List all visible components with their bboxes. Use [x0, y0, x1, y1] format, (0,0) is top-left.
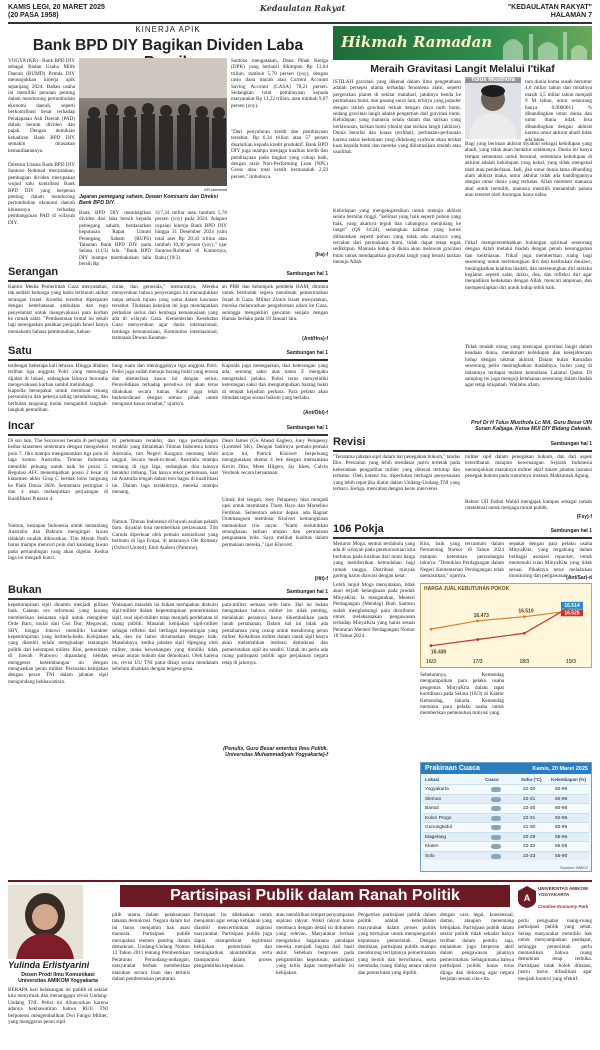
opini-col6: dengan cara legal, konsensual, damai, ataupun menentang kebijakan. Partisipasi publik dalam sektor politik tidak sekadar hanya terlibat dalam pemilu saja, melainkan juga berperan aktif dalam pengawasan jalannya pemerintahan. Sebagaimana bahwa partisipasi politik harus terus dijaga dan didorong agar negara berjalan sesuai cita-cita. [440, 912, 514, 983]
revisi-rule [333, 450, 592, 452]
weather-humidity: 60-95 [555, 787, 568, 792]
univ-tagline: Creative Economy Park [538, 904, 589, 909]
bpd-headline: Bank BPD DIY Bagikan Dividen Laba [32, 37, 304, 54]
masthead-logo: Kedaulatan Rakyat [260, 3, 346, 13]
weather-temp: 22-32 [523, 844, 536, 849]
bpd-col4: Santoso mengatakan, Dana Pihak Ketiga (DPK) yang berhasil dihimpun Rp 13,64 triliun, tumbuh 5,79 persen (yoy), dengan rasio dana murah atau Current Account Saving Account (CASA) 78,21 persen. Sedangkan total pembiayaan kepada masyarakat Rp 11,22 triliun, atau tumbuh 9,07 persen (yoy). [231, 58, 328, 109]
chart-data-label: 16.514 [564, 602, 580, 609]
author-photo [8, 885, 83, 959]
weather-row [423, 784, 589, 794]
cloud-rain-icon [491, 854, 501, 859]
incar-col2: di pertemuan terakhir, dan tiga pertandingan terakhir yang dimainkan Timnas Indonesia kontra Australia, tim Negeri Kanguru memang lebih unggul. Secara head-to-head, Australia mampu menang di tiga laga, sedangkan dua lainnya berakhir imbang. Tak hanya rekor pertemuan, saat ini Australia tengah dalam tren bagus di kualifikasi ini. Dalam laga terakhirnya, mereka mampu menang. [112, 438, 218, 496]
incar-title: Incar [8, 420, 35, 432]
weather-location: Gunungkidul [425, 825, 452, 830]
price-chart [420, 583, 592, 668]
chart-x-tick: 18/3 [519, 659, 530, 665]
hikmah-col2b: Bagi yang beriman akhirat diyakini sebagai kehidupan yang abadi, yang tidak akan berakhir selamanya. Dunia ini hanya tempat sementara untuk beramal, sementara kehidupan di akhirat adalah kehidupan yang kekal, yang tidak mengenal mati atau penderitaan. Jadi, jika umur dunia lama dibanding alam akhirat maka, umur akhirat tidak ada bandingannya dengan umur dunia yang terbatas. Allah memberi manusia akal untuk memilih, manusia memilih menambah pahala atau terseret oleh dorongan hawa nafsu. [465, 141, 592, 199]
univ-name: UNIVERSITAS AMIKOM YOGYAKARTA [538, 886, 588, 897]
chart-data-label: 16.510 [518, 608, 534, 615]
weather-box [420, 762, 592, 872]
bpd-col5: "Dari penyaluran kredit dan pembiayaan tersebut, Rp 6,34 triliun atau 57 persen disalurkan kepada kredit produktif. Bank BPD DIY juga mampu menjaga kualitas kredit dan pembiayaan pada tingkat yang cukup baik, dengan rasio Non-Performing Loan (NPL) Gross atau total kredit bermasalah 2,59 persen," imbuhnya. [231, 129, 328, 180]
chart-x-tick: 17/3 [472, 659, 483, 665]
chart-point [476, 638, 479, 641]
satu-title: Satu [8, 345, 32, 357]
revisi-sign: (Fsy)-f [576, 514, 592, 520]
revisi-col2b: Rektor UII Fathul Wahid mengajak kampus sebagai rumah intelektual untuk menjaga moral publik. [465, 499, 592, 512]
hikmah-banner [333, 26, 592, 60]
serangan-sign: (Ant/Hns)-f [302, 336, 328, 342]
weather-row [423, 841, 589, 851]
weather-temp: 21-30 [523, 825, 536, 830]
opini-col3: Partisipasi itu ditekankan untuk menjamin agar setiap kebijakan yang diambil mencerminkan aspirasi masyarakat. Partisipasi publik juga dapat memperkuat legitimasi kebijakan pemerintah dan meningkatkan akuntabilitas serta transparansi dalam proses pengambilan keputusan. [194, 912, 272, 970]
weather-row [423, 851, 589, 861]
author-portrait-icon [465, 79, 521, 139]
weather-head-location: Lokasi [425, 777, 440, 782]
bukan-cont: Sambungan hal 1 [286, 589, 328, 595]
bukan-col1: kepemimpinan sipil dinamis menjadi pilihan baik. Catatan era reformasi yang kurang memberikan kekuatan sipil untuk mengubur Orde Baru, mulai dari Gus Dur, Megawati, SBY, hingga Jokowi memiliki karakter kepemimpinan yang berbeda-beda. Kebijakan yang diambil selalu menghadapi tantangan politik dari kelompok militer. Kini, pemerintah di bawah Prabowo dipandang hendak menggeser keseimbangan itu dengan menguatkan peran militer. Persoalan kebijakan dengan peran TNI dalam jabatan sipil mengundang kekhawatiran. [8, 602, 108, 685]
opini-author: Yulinda Erlistyarini [8, 960, 90, 970]
revisi-col2: militer sipil dalam penegakan hukum, dan dari aspek keterlibatan maupun kewenangan. Sejarah Indonesia menunjukkan masuknya militer aktif dalam jabatan instansi penegak hukum pada runtuhnya instansi Mahkamah Agung. [465, 454, 592, 480]
weather-row [423, 794, 589, 804]
chart-point [476, 619, 479, 622]
weather-temp: 22-31 [523, 796, 536, 802]
weather-rows [423, 784, 589, 860]
header-edition: (20 PASA 1958) [8, 12, 59, 19]
hikmah-col2c: I'tikaf mempersembahkan hubungan spiritual seseorang dengan Allah melalui ibadah dengan penuh kesungguhan dan keikhlasan. I'tikaf juga memberikan ruang bagi seseorang untuk merenungkan diri dari kesibukan duniawi, meningkatkan kualitas ibadah, dan merenungkan diri melalui kegiatan seperti salat, dzikir, doa, dan refleksi diri agar menjadikan kedekatan dengan Allah, mencari ampunan, dan mempersiapkan diri untuk hidup lebih baik. [465, 240, 592, 291]
author-portrait-icon [8, 885, 83, 959]
hikmah-headline: Meraih Gravitasi Langit Melalui I'tikaf [370, 63, 555, 75]
pokja-cont: Sambungan hal 1 [550, 528, 592, 534]
pokja-col1b: Lebih lanjut Moga menyatakan, tidak akan terjadi kelangkaan pada produk MinyaKita. Ia mengatakan, Menteri Perdagangan (Mendag) Budi Santoso sudah menghubungi para distributor untuk melaksanakan pengawasan terhadap MinyaKita yang harus sesuai Peraturan Menteri Perdagangan Nomor 18 Tahun 2024. [333, 582, 415, 640]
univ-logo [518, 884, 592, 914]
satu-cont: Sambungan hal 1 [286, 350, 328, 356]
svg-text:A: A [523, 893, 531, 903]
bukan-col2: Walaupun masalah ini bukan merupakan diskursi sipil-militer dalam kepemimpinan pemerintahan sipil, soal sipil-militer tetap menjadi perdebatan di ruang publik. Masalah kebijakan sipil-militer sebagai refleksi dari berbagai kepentingan yang ada, dan ini harus dirumuskan dengan baik. Masalahnya, ketika jabatan sipil dipegang oleh militer, maka kewenangan yang dimiliki tidak sesuai aturan hukum dan demokrasi. Oleh karena itu, revisi UU TNI patut dikaji secara mendalam sebelum disahkan dengan tergesa-gesa. [112, 602, 218, 673]
hikmah-banner-title: Hikmah Ramadan [341, 33, 493, 51]
university-logo-icon [518, 886, 536, 908]
chart-point [523, 615, 526, 618]
pokja-title: 106 Pokja [333, 523, 384, 535]
serangan-col1: Kantor Media Pemerintah Gaza menyatakan, tak sedikit keluarga yang habis terbunuh akibat serangan Israel. Kondisi tersebut diperparah dengan keterbatasan ambulans dan regu penyelamat untuk mengevakuasi para korban ke rumah sakit. "Pembantaian brutal ini sekali lagi menegaskan pasukan penjajah Israel hanya memahami bahasa pembunuhan, kehan- [8, 284, 108, 335]
pokja-col2b: Sebelumnya, Kemendag mengumpulkan para pelaku usaha pengemas MinyaKita dalam rapat koordinasi pada Selasa (18/3) di Kantor Kemendag, Jakarta. Kemendag meminta para pelaku usaha untuk memberikan pemenuhan minyak yang [420, 672, 504, 717]
cloud-rain-icon [491, 835, 501, 840]
weather-humidity: 55-90 [555, 853, 568, 859]
chart-data-label: 16.473 [473, 612, 489, 619]
serangan-title: Serangan [8, 266, 59, 278]
weather-humidity: 60-95 [555, 825, 568, 830]
bpd-kicker: KINERJA APIK [135, 25, 201, 34]
hikmah-col1: ISTILAH gravitasi yang dikenal dalam ilmu pengetahuan adalah persepsi utama terhadap fenomena alam, seperti pergerakan planet di sekitar matahari, jatuhnya benda ke permukaan bumi, dan pasang surut laut, ertinya yang populer dengan istilah gravitasi terkait dengan daya tarik bumi, sedang gravitasi langit adalah pengertian dari gravitasi bumi. Kehidupan yang manusia selalu dalam dua tarikan yang berlawanan, tarikan bumi (dunia) dan tarikan langit (akhirat). Dunia bersifat dan kuasa (terlihat), perbuatan-perbuatan karena rakus keduniaan yang didukung syahwat akan terikat kuat kepada bumi dan mereka yang dilistrasikan rendah atau usuilihat. [333, 79, 461, 156]
chart-series-line [431, 606, 571, 645]
bpd-col3: 317,34 miliar atau tumbuh 5,78 persen (yoy) pada 2024. Adapun capaian kinerja Bank BPD DIY hingga 31 Desember 2024 yaitu total aset Rp 20,43 triliun atau tumbuh 10,40 persen (yoy)," ujar Santoso-Rohmad di Kantornya, Rabu (19/3). [155, 210, 227, 261]
weather-humidity: 65-95 [555, 834, 568, 840]
opini-col7: perlu penguatan ruang-ruang partisipasi publik yang sehat. Setiap masyarakat memiliki hak untuk menyampaikan pendapat, sehingga pemerintah perlu memastikan bahwa ruang demokrasi tetap terbuka. Partisipasi tidak boleh dibatasi, justru harus difasilitasi agar menjadi kontrol yang efektif. [518, 918, 592, 982]
bpd-col1b: Direktur Utama Bank BPD DIY Santoso Rohmad menyatakan, pembagian dividen merupakan wujud satu kontribusi Bank BPD DIY yang berperan penting dalam mendorong pertumbuhan ekonomi daerah khususnya terhadap pembangunan PAD di wilayah DIY. [8, 162, 75, 226]
pokja-col2: Kita, baik yang tercantum dalam Permendag Nomor 18 Tahun 2024 maupun ketentuan perundangan lainnya. "Demikian Perdagangan dalam Negeri Kementerian Perdagangan telah memastikan," ujarnya. [420, 541, 504, 580]
header-rule [8, 22, 592, 24]
pokja-col3: sepakat dengan para pelaku usaha MinyaKita, yang tergabung dalam berbagai asosiasi repacker, untuk memenuhi isian MinyaKita yang tidak sesuai. Pihaknya terus melakukan monitoring dan pengawasan. [509, 541, 592, 580]
hikmah-col2d: Tidak mudah orang yang mencapai gravitasi langit dalam keadaan dunia, menikmati kehidupan dan kesejahteraan hidup dengan nikmat akhirat. Dalam bulan Ramadan seseorang perlu meningkatkan ibadahnya, bulan yang di dalamnya terdapat malam kemuliaan Lailatul Qadar. Di samping itu juga menguji ketahanan seseorang dalam ibadah agar tetap istiqamah. Wallahu a'lam. [465, 344, 592, 389]
bukan-sig: (Penulis, Guru Besar emeritus Ilmu Politik, Universitas Muhammadiyah Yogyakarta)-f [223, 746, 328, 759]
incar-sign: (Hit)-f [314, 576, 328, 582]
weather-humidity: 60-95 [555, 796, 568, 802]
opini-banner-title: Partisipasi Publik dalam Ranah Politik [170, 887, 460, 904]
pokja-col1: Menurut Moga, sentral terdahulu yang ada di wilayah pada perekonomian kita berfokus pada kualitas dari mutu harga yang memberikan kemudahan bagi rumah tangga. Distribusi minyak goreng harus diawasi dengan ketat. [333, 541, 415, 580]
bpd-sign: (Ira)-f [315, 252, 328, 258]
satu-col2: bung ruam dan meninggalnya tiga anggota Polri. Polisi juga sudah menuju barang bukti yang tersisa dan memeriksa kasus ini dengan serius. Penyelidikan terhadap peristiwa ini akan terus dilakukan secara tuntas. Kami juga telah berkoordinasi dengan semua pihak untuk mengusut kasus tersebut," ujarnya. [112, 363, 218, 408]
weather-row [423, 803, 589, 813]
serangan-cont: Sambungan hal 1 [286, 271, 328, 277]
chart-data-label: 16.430 [431, 649, 447, 656]
weather-humidity: 55-95 [555, 844, 568, 849]
chart-data-label: 16.525 [564, 610, 580, 617]
revisi-title: Revisi [333, 436, 366, 448]
satu-col3: Kapolda juga menegaskan, dari keterangan yang ada, seorang saksi atas nama Z mengaku mengetahui pelaku. Polisi terus menyelidiki keterangan saksi dan mengumpulkan barang bukti di tempat kejadian perkara. Para pelaku akan ditindak tegas sesuai hukum yang berlaku. [222, 363, 328, 402]
header-date: KAMIS LEGI, 20 MARET 2025 [8, 4, 105, 11]
cloud-rain-icon [491, 816, 501, 821]
weather-row [423, 832, 589, 842]
satu-sign: (Ant/Obi)-f [303, 410, 328, 416]
weather-date: Kamis, 20 Maret 2025 [532, 766, 588, 772]
bpd-lead: YOGYA (KR) - Bank BPD DIY sebagai Badan Usaha Milik Daerah (BUMD) Pemda DIY menunjukkan kinerja apik sepanjang 2024. Badan usaha ini memiliki peranan penting dalam mendorong pertumbuhan ekonomi daerah, seperti berkontribusi besar terhadap Pendapatan Asli Daerah (PAD) dalam bentuk dividen dan pajak. Dengan demikian kehadiran Bank BPD DIY semakin dirasakan kemanfaatannya. [8, 58, 76, 154]
weather-location: Yogyakarta [425, 787, 449, 792]
opini-col4: atau mendirikan tempat penyampaian aspirasi rakyat. Wakil rakyat harus membaca dengan detail isi dokumen yang relevan. Masyarakat berhak mengetahui bagaimana pendapat mereka menjadi bagian dari hasil akhir. Sebelum berproses pada pengambilan keputusan, partisipasi yang kritis dapat memperbaiki isi kebijakan. [276, 912, 354, 976]
hikmah-author-sig: Prof Dr H Tulus Musthofa Lc MA, Guru Besar UIN Sunan Kalijaga. Ketua MUI DIY Bidang Dakwah. [471, 420, 592, 433]
serangan-rule [8, 280, 328, 282]
pokja-sign: (Ant/Sar)-d [566, 575, 592, 581]
chart-x-tick: 19/3 [566, 659, 576, 665]
bpd-col2: Bank BPD DIY membagikan dividen dari laba bersih kepada pemegang saham, berdasarkan keputusan Rapat Umum Pemegang Saham (RUPS) Tahunan Bank BPD DIY pada Selasa (11/3) lalu. "Bank BPD DIY mampu membukukan laba bersih Rp [79, 210, 151, 268]
weather-head-condition: Cuaca [485, 777, 499, 782]
bukan-col3: para-militer semasa orde baru. Hal ini bukan mengatakan bahwa militer itu tidak penting, melainkan perannya harus dikembalikan pada ranah pertahanan. Dalam hal ini tidak ada pemahaman yang cukup untuk mendorong peran militer. Kehadiran militer dalam ranah sipil hanya akan melemahkan institusi demokrasi dan pemerintahan sipil itu sendiri. Untuk itu perlu ada ruang partisipasi publik agar perjalanan negara tetap di jalurnya. [222, 602, 328, 666]
incar-col2b: Namun, Timnas Indonesia di bawah asuhan pelatih baru, diyakini bisa memberikan perlawanan. Tim Garuda diperkuat oleh pemain naturalisasi yang bermain di liga Eropa, di antaranya Ole Romeny (Oxford United), Emil Audero (Palermo), [112, 519, 218, 551]
opini-col1: BERAPA hari belakangan ini publik di sekitar kita menyimak dan menanggapi revisi Undang-Undang TNI. Petisi ini diluncurkan karena adanya kekhawatiran bahwa RUU TNI berpotensi mengembalikan Dwi Fungsi Militer, yang menggerus peran sipil. [8, 987, 108, 1026]
incar-col3: Dean James (Go Ahead Eagles), Joey Pelupessy (Lommel SK). Dengan hadirnya pemain-pemain anyar ini, Patrick Kluivert berpeluang menggunakan skema 4 bek dengan memainkan Kevin Diks, Mees Hilgers, Jay Idzes, Calvin Verdonk secara bersamaan. [222, 438, 328, 477]
hikmah-col1b: Kehidupan yang mengekspresikan untuk menuju akhirat selalu bernilai tinggi, "kelimat yang baik seperti pohon yang baik, yang akarnya teguh dan cabangnya menjulang ke langit" (QS 14:24), sedangkan kalimat yang buruk diibaratkan seperti pohon yang tidak ada akarnya yang tercabut dari permukaan bumi, tidak dapat tetap tegak sedikitpun. Manusia hidup di dunia akan melawan gravitasi bumi untuk mendapatkan gravitasi langit yang berarti tarikan menuju Allah. [333, 208, 461, 266]
bpd-photo [79, 58, 227, 186]
weather-humidity: 60-95 [555, 815, 568, 821]
opini-top-rule [8, 880, 592, 882]
weather-head-temp: Suhu (°C) [521, 777, 542, 782]
weather-row [423, 822, 589, 832]
revisi-cont: Sambungan hal 1 [550, 441, 592, 447]
weather-title: Prakiraan Cuaca [425, 765, 480, 772]
weather-temp: 22-30 [523, 806, 536, 811]
chart-point [523, 632, 526, 635]
hikmah-col2: tara dunia koma susah berumur 4,6 miliar tahun dan misalnya masih 4,5 miliar tahun menjadi 9 M tahun, umur seseorang hanya 0.0000011 % dibandingkan umur dunia dan umur dunia tidak bisa dibandingkan dengan akhirat karena umur akhirat abadi tidak ada batas. [525, 79, 592, 143]
weather-location: Solo [425, 853, 435, 859]
opini-author-role: Dosen Prodi Ilmu Komunikasi Universitas AMIKOM Yogyakarta [18, 972, 98, 985]
cloud-rain-icon [491, 797, 501, 802]
satu-col1b: Kapolda bersepakat untuk membuat tenang personilnya dan pekerja saling mendukung, dan berbulan langsung mulai mengambil langkah-langkah pemulihan. [8, 388, 108, 414]
opini-col2: pilih utama dalam pelaksanaan tatanan demokrasi. Negara dalam hal ini harus menjamin hak asasi manusia. Partisipasi publik merupakan elemen penting dalam demokrasi. Undang-Undang Nomor 12 Tahun 2011 tentang Pembentukan Peraturan Perundang-undangan, masyarakat berhak memberikan masukan secara lisan dan tertulis dalam pembentukan peraturan. [112, 912, 190, 983]
header-section: "KEDAULATAN RAKYAT" [507, 4, 592, 11]
opini-col5: Pengertian partisipasi publik dalam politik adalah keterlibatan masyarakat dalam proses politik yang bertujuan untuk mempengaruhi keputusan pemerintah. Dengan demikian, partisipasi publik mampu mendorong terciptanya pemerintahan yang bersih dan berwibawa, serta membuka ruang dialog antara rakyat dan pemerintah yang dipilih. [358, 912, 436, 976]
incar-col1: Di sisi lain, The Socceroos berada di peringkat kedua klasemen sementara dengan mengoleksi poin 7. Jika mampu mengamankan tiga poin di laga kontra Australia, Timnas Indonesia memiliki peluang untuk naik ke posisi 2. Regulasi AFC menempatkan posisi 2 besar di klasemen akhir Grup C berhak lolos langsung ke Piala Dunia 2026. Sementara peringkat 3 dan 4 akan melanjutkan perjuangan di Kualifikasi Putaran 4. [8, 438, 108, 502]
pokja-rule [333, 537, 592, 539]
satu-rule [8, 359, 328, 361]
bpd-photo-credit: KR-Istimewa [204, 187, 227, 192]
cloud-rain-icon [491, 787, 501, 792]
cloud-rain-icon [491, 806, 501, 811]
incar-col3b: Untuk lini tengah, Joey Pelupessy bisa menjadi opsi untuk membantu Thom Haye dan Marselino Ferdinan. Sementara sektor depan, ada Ragnar Oratmangoen membuat Kluivert kemungkinan memainkan trio anyar. "Kami meluluhkan serangkaian latihan umpan dan permainan penguasaan bola. Saya melihat kualitas dalam permainan mereka," ujar Kluivert. [222, 497, 328, 548]
chart-plot [421, 584, 591, 667]
weather-temp: 22-33 [523, 853, 536, 859]
weather-temp: 20-29 [523, 834, 536, 840]
chart-title: HARGA JUAL KEBUTUHAN POKOK [424, 586, 510, 592]
cloud-rain-icon [491, 825, 501, 830]
chart-x-tick: 16/3 [426, 659, 436, 665]
incar-col1b: Namun, kesiapan Indonesia untuk menantang Australia dan Bahrain mengingat lawan tidaklah mudah dilewatkan. Tim Merah Putih harus mampu mencuri poin dari kandang lawan pada pertandingan yang akan digelar. Kedua laga ini menjadi kunci. [8, 523, 108, 562]
weather-location: Sleman [425, 796, 442, 802]
satu-col1: terdengar beberapa kali letusan. Hingga ditahun terlihat tiga anggota Polri yang menunggu dijalan di lokasi, sedangkan lainnya berusaha mengevakuasi korban sambil melindungi. [8, 363, 108, 389]
serangan-col2: curan, dan genosida," menurutnya. Mereka menyerukan bahwa penyerangan ini menunjukkan tanpa sebuah tujuan yang sama dalam kawasan tersebut. Tindakan kekejian ini juga mendapatkan perhatian serius dari lembaga kemanusiaan yang ada di wilayah Gaza. Kementerian Kesehatan Gaza menyerukan agar dunia internasional, lembaga kemanusiaan, Komunitas internasional, termasuk Dewan Keaman- [112, 284, 218, 342]
bukan-title: Bukan [8, 584, 42, 596]
weather-location: Klaten [425, 844, 439, 849]
incar-rule [8, 434, 328, 436]
header-page: HALAMAN 7 [550, 12, 592, 19]
weather-head-row [423, 776, 589, 783]
weather-temp: 22-31 [523, 815, 536, 821]
hikmah-author-label: Tulus Musthofa [465, 77, 521, 83]
chart-point [430, 644, 433, 647]
revisi-col1: "Terutama jabatan sipil dalam hal penegakan hukum," tandas Eko. Persoalan yang lebih mendasar justru terletak pada keberadaan pengadilan militer yang dikenal tertutup dan terbatas. Oleh karena itu, diperlukan berbagai penyesuaian yang lebih tepat jika diatur dalam Undang-Undang TNI yang terbaru. Ketiga, mencabut dengan keras intervensi [333, 454, 460, 493]
cloud-rain-icon [491, 844, 501, 849]
weather-location: Kulon Progo [425, 815, 452, 821]
chart-point [430, 628, 433, 631]
serangan-col3: an PBB dan kelompok pembela HAM, diminta untuk bertindak segera mendesak pemerintahan Israel di Gaza. Militer Zionis Israel menyatakan, mereka melancarkan pengeboman udara ke Gaza, sehingga mengakhiri gencatan senjata dengan Hamas berlaku pada 19 Januari lalu. [222, 284, 328, 323]
weather-row [423, 813, 589, 823]
weather-temp: 22-30 [523, 787, 536, 792]
weather-head-humidity: Kelembapan (%) [551, 777, 587, 782]
bukan-rule [8, 598, 328, 600]
weather-location: Bantul [425, 806, 439, 811]
weather-humidity: 60-95 [555, 806, 568, 811]
chart-series-line [431, 608, 571, 629]
hikmah-author-photo [465, 79, 521, 139]
weather-credit: Sumber: BMKG [559, 865, 588, 870]
weather-location: Magelang [425, 834, 447, 840]
incar-cont: Sambungan hal 1 [286, 425, 328, 431]
bpd-photo-caption: Jajaran pemegang saham, Dewan Komisaris dan Direksi Bank BPD DIY. [79, 194, 218, 207]
group-photo-icon [79, 58, 227, 186]
